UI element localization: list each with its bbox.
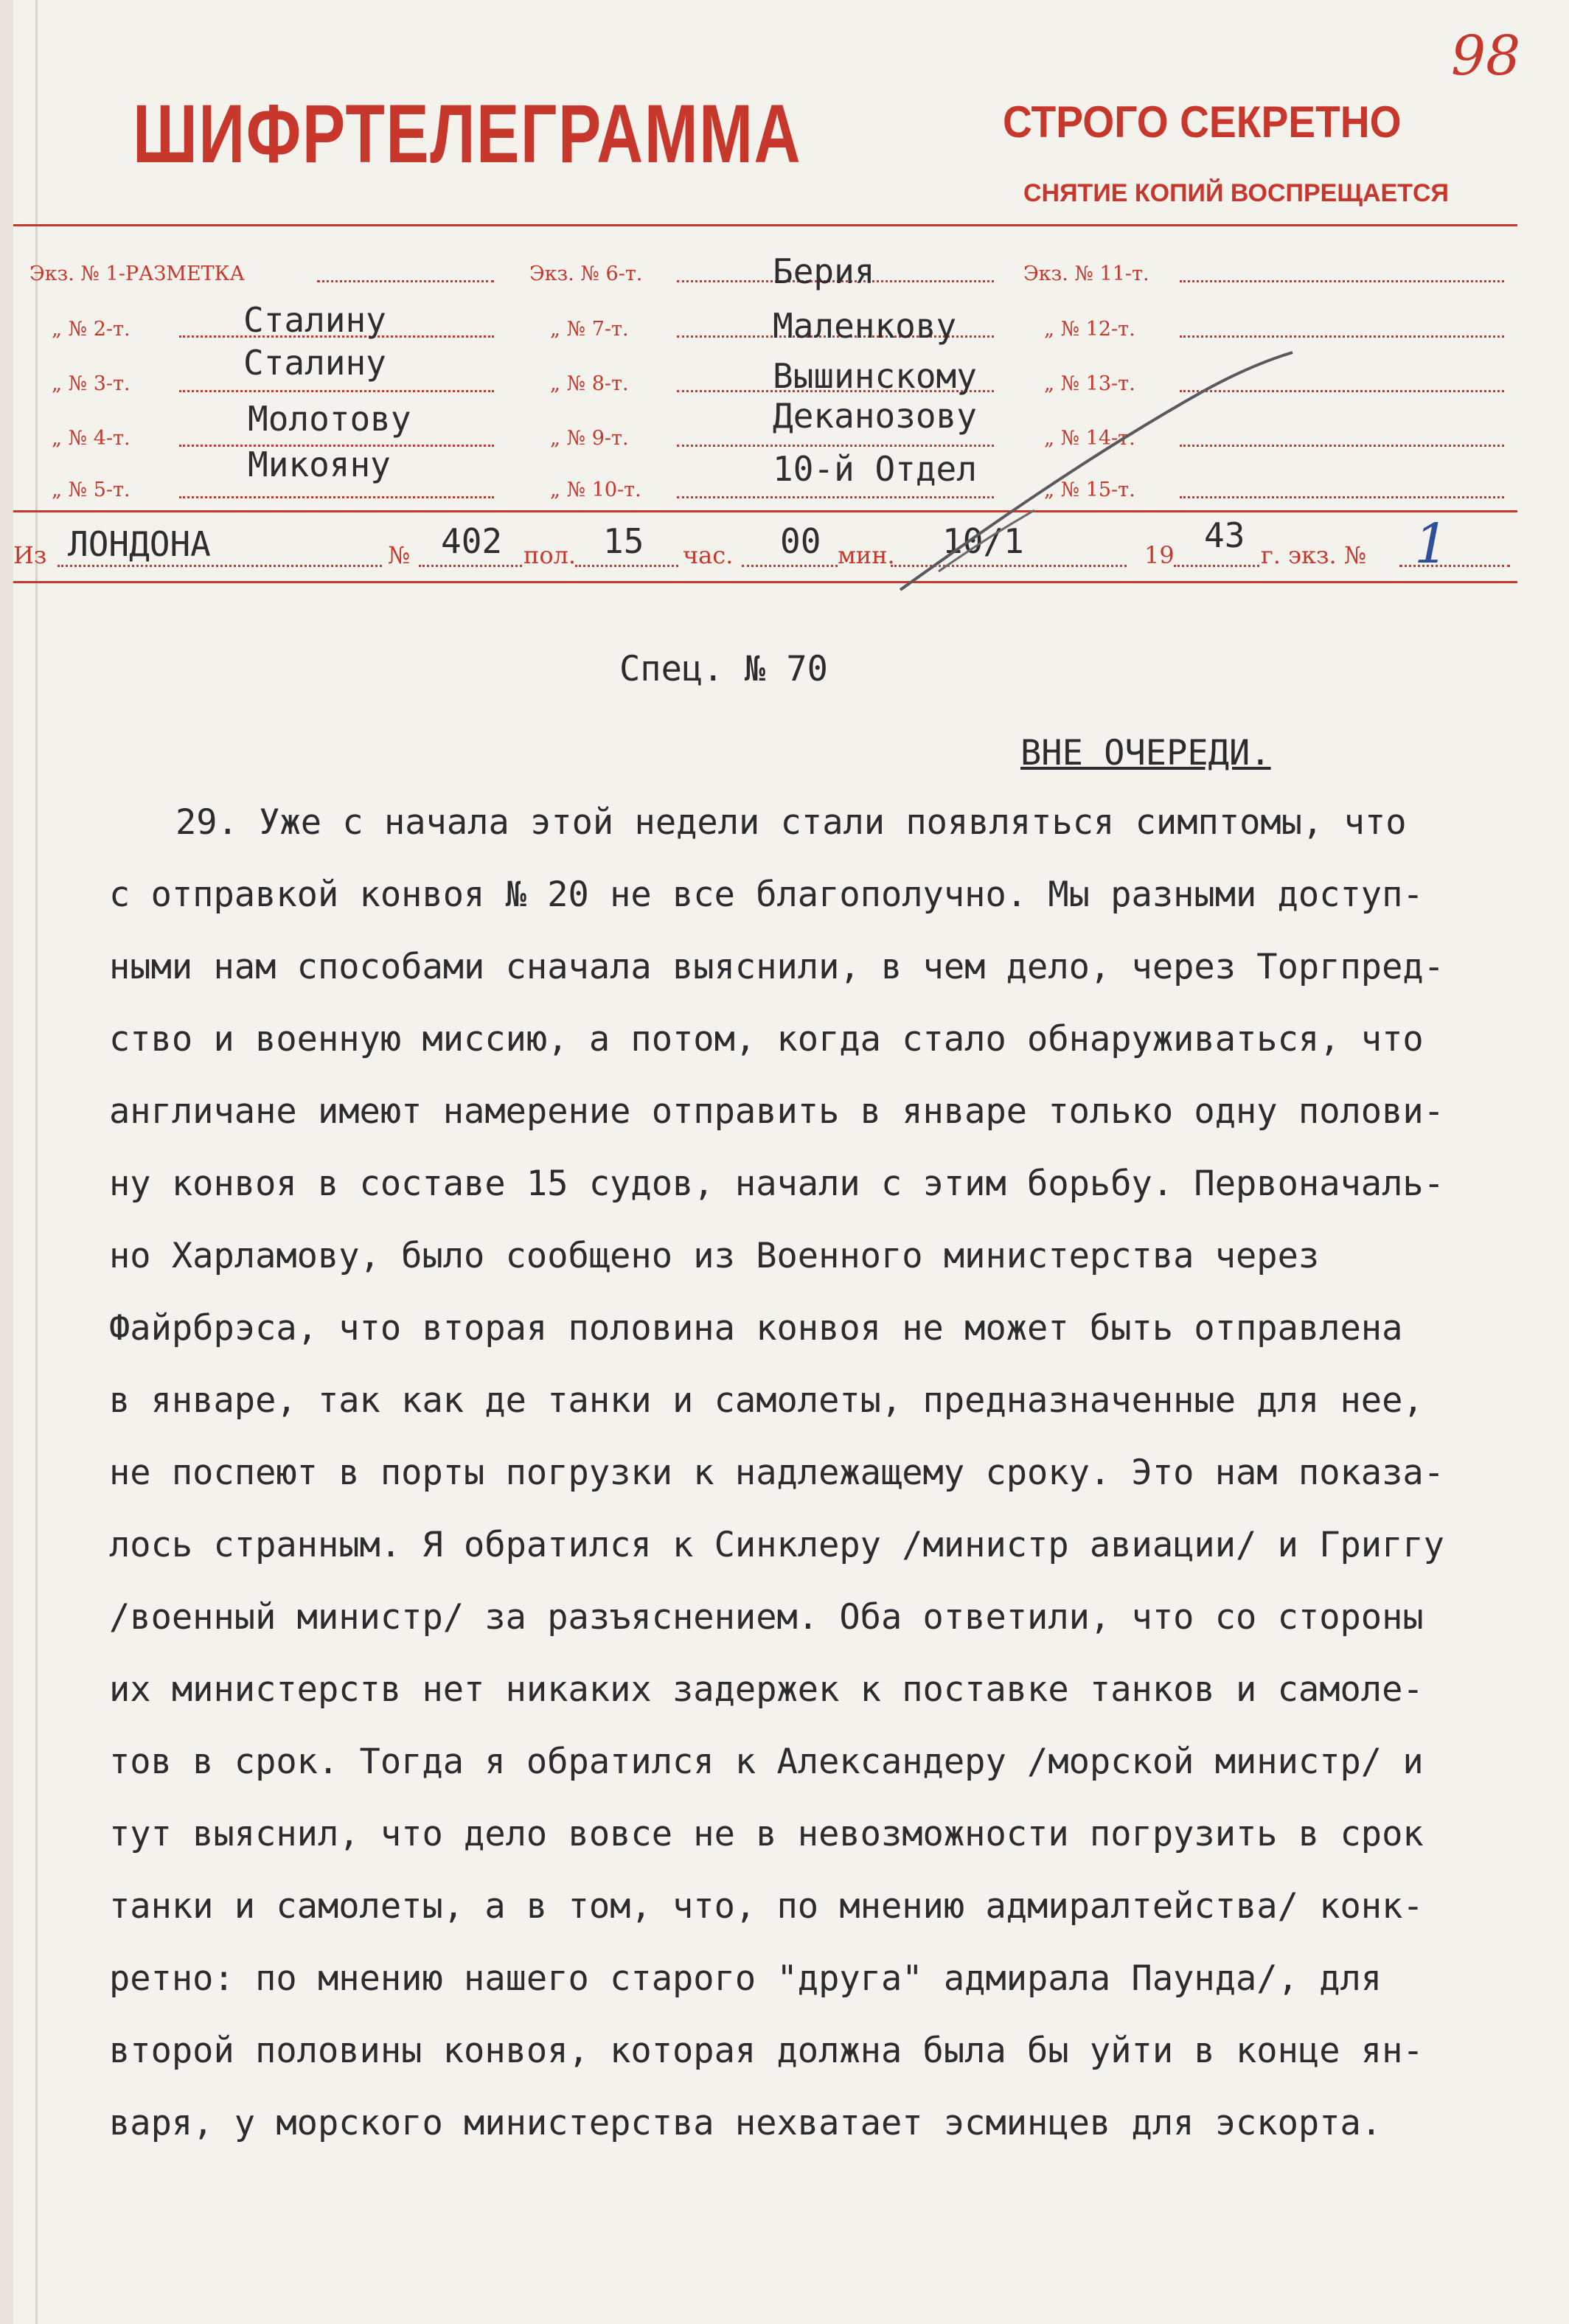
date-value: 10/1: [942, 521, 1024, 561]
dist-label: „ № 14-т.: [1044, 427, 1135, 450]
hour-label: час.: [683, 541, 734, 569]
header-rule-top: [13, 224, 1517, 226]
dist-label: „ № 8-т.: [550, 372, 629, 395]
number-label: №: [388, 541, 411, 569]
classification-label: СТРОГО СЕКРЕТНО: [1003, 97, 1402, 147]
minute-value: 00: [780, 521, 821, 561]
dist-label: „ № 4-т.: [52, 427, 131, 450]
message-line: с отправкой конвоя № 20 не все благополучно. Мы разными доступ-: [109, 874, 1424, 915]
dist-dotline: [1180, 335, 1504, 338]
message-line: тов в срок. Тогда я обратился к Александеру /морской министр/ и: [109, 1742, 1424, 1782]
hour-dotline: [575, 565, 678, 567]
dist-recipient: Микояну: [248, 445, 391, 484]
message-line: ными нам способами сначала выяснили, в чем дело, через Торгпред-: [109, 947, 1444, 987]
message-line: второй половины конвоя, которая должна была бы уйти в конце ян-: [109, 2031, 1424, 2071]
copy-notice: СНЯТИЕ КОПИЙ ВОСПРЕЩАЕТСЯ: [1023, 179, 1449, 207]
pencil-slash-mark: [894, 347, 1307, 597]
priority-label: ВНЕ ОЧЕРЕДИ.: [1020, 733, 1271, 773]
dist-dotline: [179, 390, 494, 392]
message-line: Файрбрэса, что вторая половина конвоя не может быть отправлена: [109, 1308, 1403, 1349]
dist-dotline: [179, 496, 494, 498]
spec-number: Спец. № 70: [619, 649, 828, 689]
minute-label: мин.: [838, 541, 895, 569]
dist-label: „ № 7-т.: [550, 318, 629, 341]
from-city: ЛОНДОНА: [68, 524, 211, 564]
minute-dotline: [742, 565, 838, 567]
dist-label: „ № 10-т.: [550, 479, 641, 501]
number-dotline: [419, 565, 522, 567]
dist-label: „ № 2-т.: [52, 318, 131, 341]
dist-label: „ № 5-т.: [52, 479, 131, 501]
dist-recipient: Деканозову: [773, 396, 977, 436]
message-line: ретно: по мнению нашего старого "друга" адмирала Паунда/, для: [109, 1958, 1382, 1999]
telegram-number: 402: [441, 521, 503, 561]
dist-label: „ № 9-т.: [550, 427, 629, 450]
dist-recipient: Маленкову: [773, 306, 957, 346]
dist-label: „ № 13-т.: [1044, 372, 1135, 395]
document-sheet: [13, 0, 1569, 2324]
year-prefix: 19: [1144, 541, 1175, 569]
dist-label: Экз. № 1-РАЗМЕТКА: [29, 262, 246, 285]
message-line: ство и военную миссию, а потом, когда стало обнаруживаться, что: [109, 1019, 1424, 1060]
dist-label: „ № 3-т.: [52, 372, 131, 395]
message-line: лось странным. Я обратился к Синклеру /министр авиации/ и Григгу: [109, 1525, 1444, 1565]
message-line: варя, у морского министерства нехватает эсминцев для эскорта.: [109, 2103, 1382, 2143]
document-title: ШИФРТЕЛЕГРАММА: [133, 88, 802, 180]
message-line: их министерств нет никаких задержек к поставке танков и самоле-: [109, 1669, 1424, 1710]
message-line: тут выяснил, что дело вовсе не в невозможности погрузить в срок: [109, 1814, 1424, 1854]
message-line: танки и самолеты, а в том, что, по мнению адмиралтейства/ конк-: [109, 1886, 1424, 1927]
page-edge: [35, 0, 38, 2324]
year-value: 43: [1204, 515, 1245, 555]
message-line: ну конвоя в составе 15 судов, начали с этим борьбу. Первоначаль-: [109, 1163, 1444, 1204]
dist-recipient: Сталину: [243, 343, 386, 383]
from-label: Из: [13, 541, 47, 569]
message-line: не поспеют в порты погрузки к надлежащему сроку. Это нам показа-: [109, 1452, 1444, 1493]
dist-label: „ № 15-т.: [1044, 479, 1135, 501]
dist-label: „ № 12-т.: [1044, 318, 1135, 341]
message-line: 29. Уже с начала этой недели стали появляться симптомы, что: [175, 802, 1407, 843]
dist-dotline: [1180, 280, 1504, 282]
message-line: /военный министр/ за разъяснением. Оба ответили, что со стороны: [109, 1597, 1424, 1638]
dist-recipient: Вышинскому: [773, 356, 977, 396]
dist-recipient: 10-й Отдел: [773, 449, 977, 489]
message-line: в январе, так как де танки и самолеты, предназначенные для нее,: [109, 1380, 1424, 1421]
dist-recipient: Молотову: [248, 399, 411, 439]
copy-number: 1: [1414, 512, 1450, 576]
dist-dotline: [317, 280, 494, 282]
received-label: пол.: [523, 541, 577, 569]
dist-label: Экз. № 11-т.: [1023, 262, 1149, 285]
hour-value: 15: [603, 521, 644, 561]
message-line: англичане имеют намерение отправить в январе только одну полови-: [109, 1091, 1444, 1132]
from-dotline: [58, 565, 382, 567]
year-suffix: г. экз. №: [1261, 541, 1367, 569]
message-line: но Харламову, было сообщено из Военного министерства через: [109, 1236, 1320, 1276]
dist-label: Экз. № 6-т.: [529, 262, 643, 285]
dist-recipient: Берия: [773, 251, 875, 291]
dist-recipient: Сталину: [243, 300, 386, 340]
page-number: 98: [1451, 24, 1521, 88]
